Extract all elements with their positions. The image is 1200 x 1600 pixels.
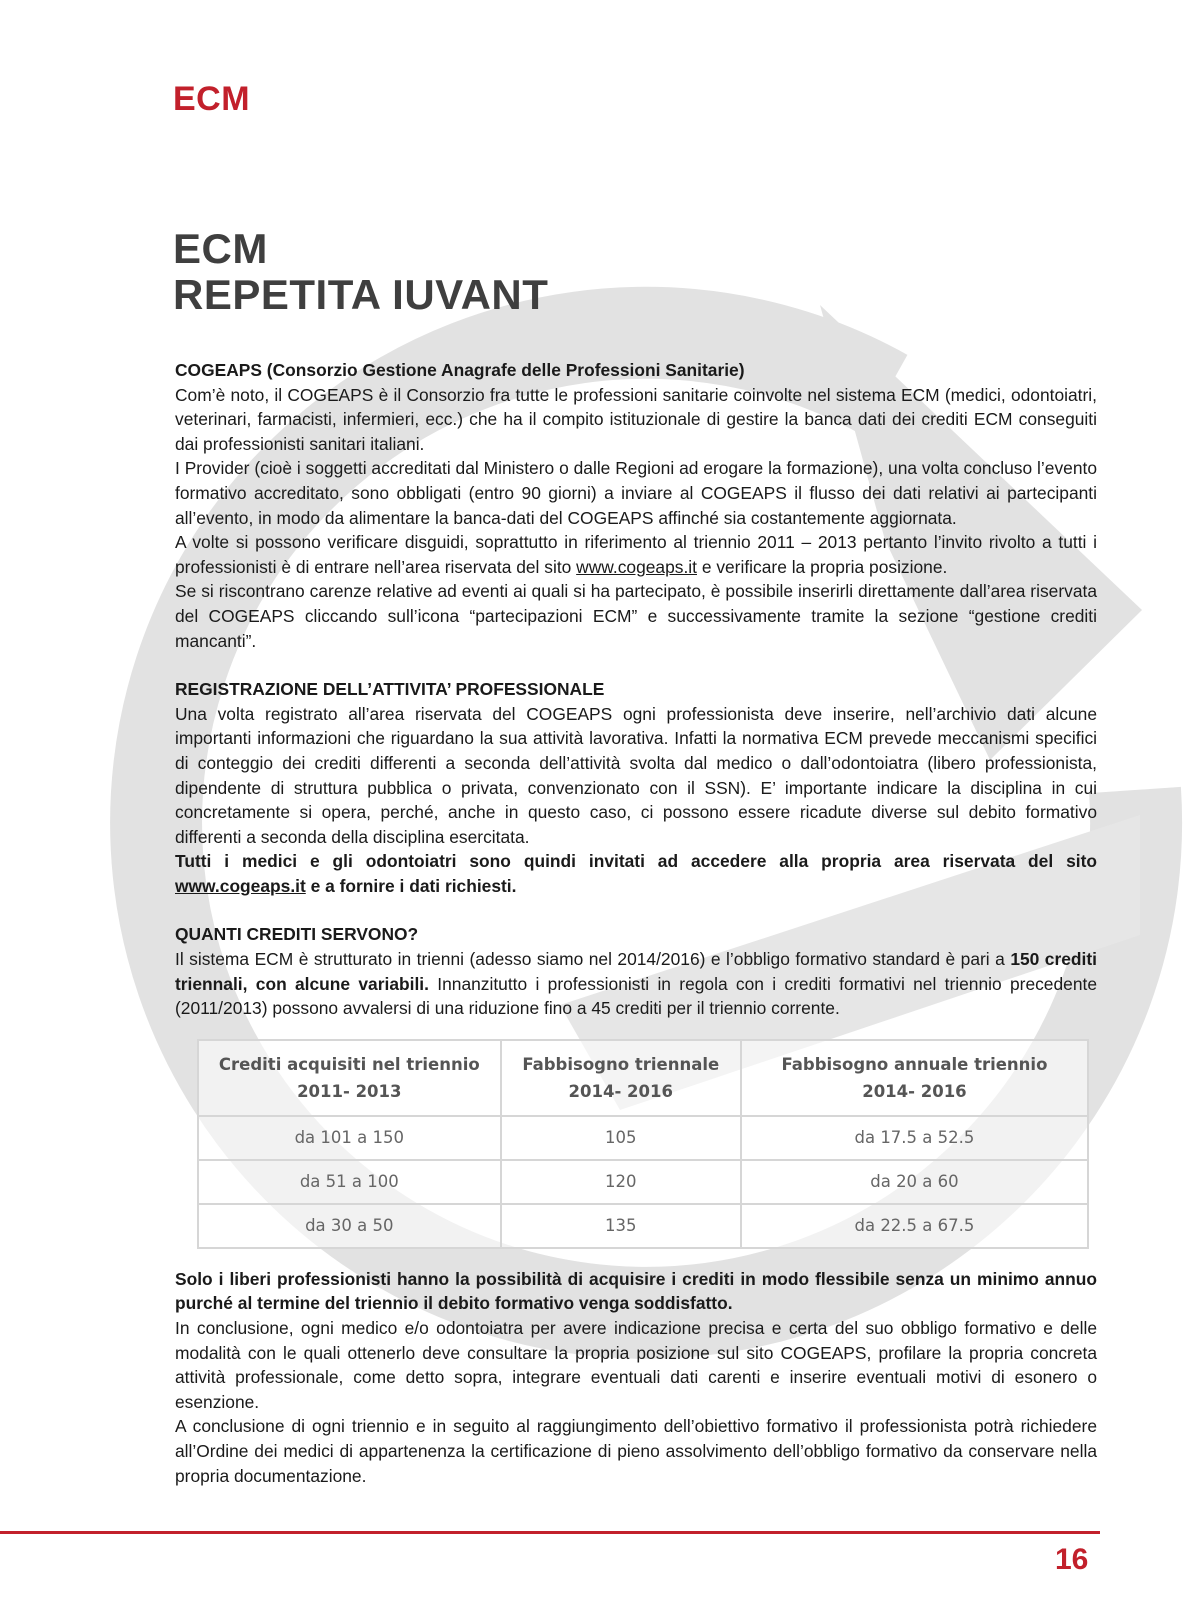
- table-cell: da 22.5 a 67.5: [741, 1204, 1088, 1248]
- table-row: [198, 1116, 1088, 1160]
- section-heading-crediti: QUANTI CREDITI SERVONO?: [175, 924, 419, 945]
- table-cell: 105: [501, 1116, 741, 1160]
- footer-divider: [0, 1531, 1100, 1534]
- table-cell: da 101 a 150: [198, 1116, 501, 1160]
- article-body: [175, 358, 1097, 1488]
- text: e verificare la propria posizione.: [696, 556, 948, 577]
- paragraph: Se si riscontrano carenze relative ad eventi ai quali si ha partecipato, è possibile inserirli direttamente dall’area riservata del COGEAPS cliccando sull’icona “partecipazioni ECM” e successivamente tramite la sezione “gestione crediti mancanti”.: [175, 581, 1097, 651]
- paragraph: [175, 849, 1097, 898]
- page-number: 16: [1055, 1543, 1089, 1576]
- text: Innanzitutto i professionisti in regola con i crediti formativi nel triennio precedente (2011/2013) possono avvalersi di una riduzione fino a 45 crediti per il triennio corrente.: [175, 973, 1098, 1019]
- bold-text: Solo i liberi professionisti hanno la possibilità di acquisire i crediti in modo flessibile senza un minimo annuo purché al termine del triennio il debito formativo venga soddisfatto.: [175, 1268, 1097, 1314]
- paragraph: In conclusione, ogni medico e/o odontoiatra per avere indicazione precisa e certa del suo obbligo formativo e delle modalità con le quali ottenerlo deve consultare la propria posizione sul sito COGEAPS, profilare la propria concreta attività professionale, come detto sopra, integrare eventuali dati carenti e inserire eventuali motivi di esonero o esenzione.: [175, 1318, 1097, 1412]
- paragraph: [175, 1267, 1097, 1316]
- table-cell: da 30 a 50: [198, 1204, 501, 1248]
- bold-text: 150 crediti triennali, con alcune variabili.: [175, 949, 1098, 994]
- bold-text: Tutti i medici e gli odontoiatri sono quindi invitati ad accedere alla propria area riservata del sito: [175, 851, 1097, 872]
- paragraph: Com’è noto, il COGEAPS è il Consorzio fra tutte le professioni sanitarie coinvolte nel sistema ECM (medici, odontoiatri, veterinari, farmacisti, infermieri, ecc.) che ha il compito istituzionale di gestire la banca dati dei crediti ECM conseguiti dai professionisti sanitari italiani.: [175, 384, 1097, 454]
- section-tag: ECM: [173, 80, 251, 118]
- bold-text: e a fornire i dati richiesti.: [305, 875, 517, 896]
- paragraph: I Provider (cioè i soggetti accreditati dal Ministero o dalle Regioni ad erogare la formazione), una volta concluso l’evento formativo accreditato, sono obbligati (entro 90 giorni) a inviare al COGEAPS il flusso dei dati relativi ai partecipanti all’evento, in modo da alimentare la banca-dati del COGEAPS affinché sia costantemente aggiornata.: [175, 458, 1097, 528]
- table-cell: da 20 a 60: [741, 1160, 1088, 1204]
- table-cell: da 51 a 100: [198, 1160, 501, 1204]
- text: Il sistema ECM è strutturato in trienni (adesso siamo nel 2014/2016) e l’obbligo formativo standard è pari a: [175, 949, 1011, 970]
- cogeaps-link[interactable]: www.cogeaps.it: [175, 875, 306, 896]
- section-heading-registrazione: REGISTRAZIONE DELL’ATTIVITA’ PROFESSIONALE: [175, 679, 605, 700]
- table-header: Fabbisogno triennale 2014- 2016: [501, 1040, 741, 1116]
- table-cell: 135: [501, 1204, 741, 1248]
- section-heading-cogeaps: COGEAPS (Consorzio Gestione Anagrafe delle Professioni Sanitarie): [175, 360, 745, 380]
- table-row: [198, 1160, 1088, 1204]
- text: A volte si possono verificare disguidi, soprattutto in riferimento al triennio 2011 – 2013 pertanto l’invito rivolto a tutti i professionisti è di entrare nell’area riservata del sito: [175, 532, 1097, 577]
- table-header: Fabbisogno annuale triennio 2014- 2016: [741, 1040, 1088, 1116]
- table-cell: 120: [501, 1160, 741, 1204]
- title-line-2: REPETITA IUVANT: [173, 271, 549, 318]
- title-line-1: ECM: [173, 225, 268, 272]
- paragraph: [175, 530, 1097, 579]
- table-header: Crediti acquisiti nel triennio 2011- 2013: [198, 1040, 501, 1116]
- cogeaps-link[interactable]: www.cogeaps.it: [576, 556, 697, 577]
- paragraph: [175, 947, 1097, 1021]
- paragraph: A conclusione di ogni triennio e in seguito al raggiungimento dell’obiettivo formativo il professionista potrà richiedere all’Ordine dei medici di appartenenza la certificazione di pieno assolvimento dell’obbligo formativo da conservare nella propria documentazione.: [175, 1416, 1097, 1486]
- table-cell: da 17.5 a 52.5: [741, 1116, 1088, 1160]
- page-title: [173, 226, 548, 318]
- table-header-row: [198, 1040, 1088, 1116]
- credits-table: [197, 1039, 1089, 1249]
- table-row: [198, 1204, 1088, 1248]
- paragraph: Una volta registrato all’area riservata del COGEAPS ogni professionista deve inserire, nell’archivio dati alcune importanti informazioni che riguardano la sua attività lavorativa. Infatti la normativa ECM prevede meccanismi specifici di conteggio dei crediti differenti a seconda dell’attività svolta dal medico o dall’odontoiatra (libero professionista, dipendente di struttura pubblica o privata, convenzionato con il SSN). E’ importante indicare la disciplina in cui concretamente si opera, perché, anche in questo caso, ci possono essere ricadute diverse sul debito formativo differenti a seconda della disciplina esercitata.: [175, 703, 1097, 847]
